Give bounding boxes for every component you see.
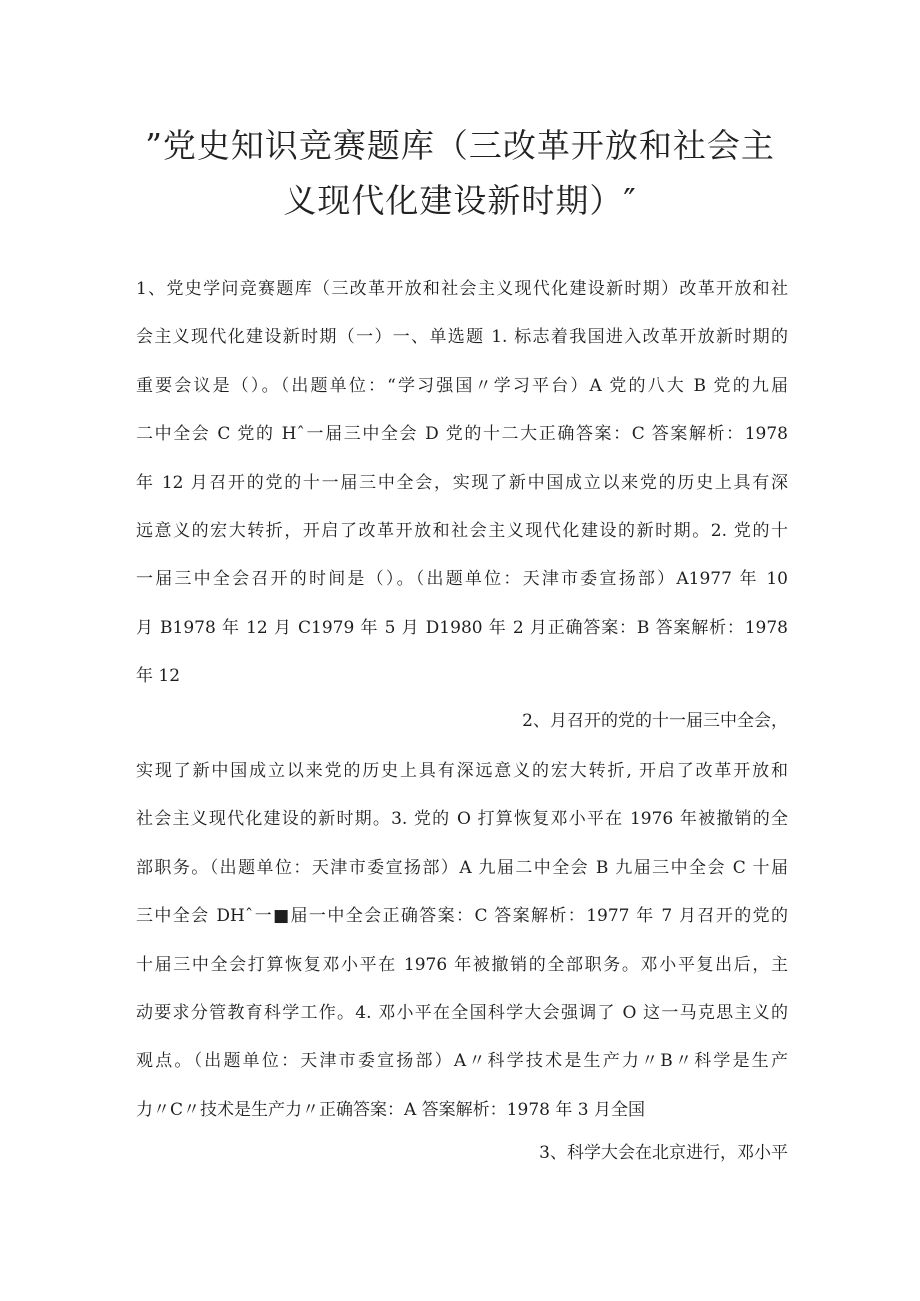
section-2-paragraph [136,747,788,1134]
section-2-heading: 2、月召开的党的十一届三中全会， [522,711,788,731]
section-1-line: 会主义现代化建设新时期（一）一、单选题 1. 标志着我国进入改革开放新时期的 [136,327,788,348]
section-2-line: 力〃C〃技术是生产力〃正确答案：A 答案解析：1978 年 3 月全国 [136,1099,645,1120]
section-2-line: 三中全会 DHˆ一■届一中全会正确答案：C 答案解析：1977 年 7 月召开的党的 [136,906,788,927]
section-3-heading: 3、科学大会在北京进行，邓小平 [539,1143,788,1163]
section-2-line: 十届三中全会打算恢复邓小平在 1976 年被撤销的全部职务。邓小平复出后，主 [136,954,788,975]
section-2-line: 部职务。（出题单位：天津市委宣扬部）A 九届二中全会 B 九届三中全会 C 十届 [136,857,788,878]
section-1-line: 1、党史学问竞赛题库（三改革开放和社会主义现代化建设新时期）改革开放和社 [136,279,788,299]
section-1-line: 一届三中全会召开的时间是（）。（出题单位：天津市委宣扬部）A1977 年 10 [136,569,788,590]
section-1-line: 年 12 [136,666,181,687]
section-2-line: 社会主义现代化建设的新时期。3. 党的 O 打算恢复邓小平在 1976 年被撤销的全 [136,809,788,830]
title-line-2: 义现代化建设新时期）″ [283,181,637,220]
section-2-line: 实现了新中国成立以来党的历史上具有深远意义的宏大转折, 开启了改革开放和 [136,761,788,781]
section-2-line: 观点。（出题单位：天津市委宣扬部）A〃科学技术是生产力〃B〃科学是生产 [136,1051,788,1072]
document-title [120,118,800,228]
section-1-line: 远意义的宏大转折，开启了改革开放和社会主义现代化建设的新时期。2. 党的十 [136,521,788,542]
section-1-paragraph [136,265,788,701]
title-line-1: ”党史知识竞赛题库（三改革开放和社会主 [145,126,775,165]
section-1-line: 月 B1978 年 12 月 C1979 年 5 月 D1980 年 2 月正确答案：B 答案解析：1978 [136,617,788,638]
section-1-line: 年 12 月召开的党的十一届三中全会，实现了新中国成立以来党的历史上具有深 [136,472,788,493]
section-1-line: 重要会议是（）。（出题单位：“学习强国〃学习平台）A 党的八大 B 党的九届 [136,375,788,396]
section-1-line: 二中全会 C 党的 Hˆ一届三中全会 D 党的十二大正确答案：C 答案解析：1978 [136,424,788,445]
section-2-line: 动要求分管教育科学工作。4. 邓小平在全国科学大会强调了 O 这一马克思主义的 [136,1003,788,1024]
